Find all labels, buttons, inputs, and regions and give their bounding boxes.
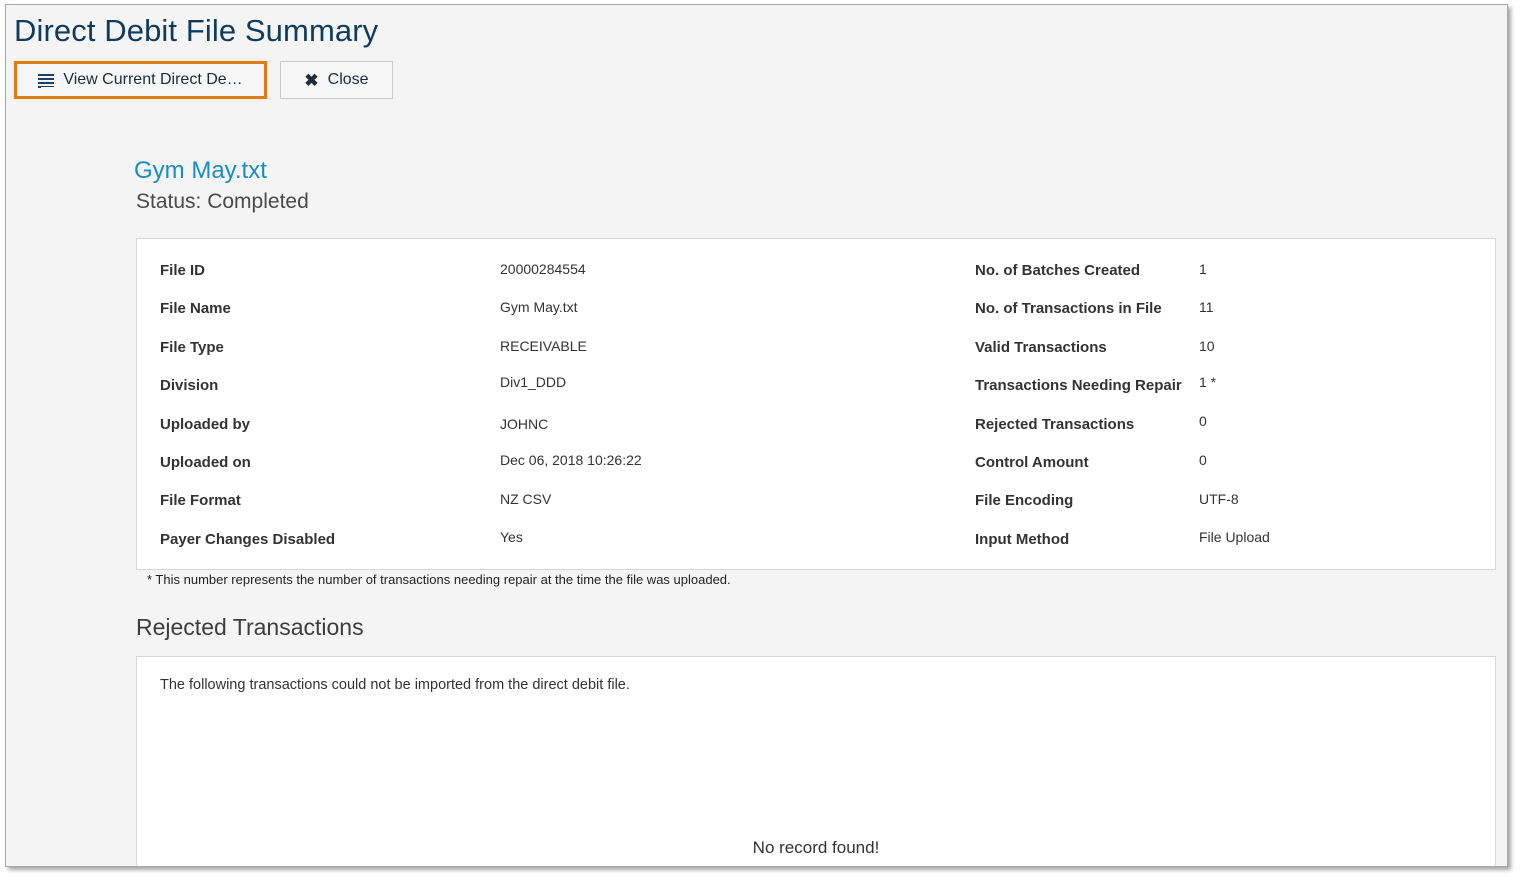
uploaded-by-label: Uploaded by: [160, 416, 251, 433]
summary-row: [137, 413, 1495, 446]
file-summary-panel: [136, 238, 1496, 570]
repair-footnote: * This number represents the number of transactions needing repair at the time the file was uploaded.: [147, 572, 731, 587]
view-button-label: View Current Direct De…: [63, 71, 243, 88]
transactions-needing-repair-value: 1 *: [1199, 374, 1217, 390]
summary-row: [137, 338, 1495, 368]
close-button-label: Close: [327, 71, 369, 88]
input-method-value: File Upload: [1199, 529, 1270, 545]
uploaded-on-label: Uploaded on: [160, 454, 251, 471]
file-encoding-value: UTF-8: [1199, 491, 1239, 507]
batches-created-value: 1: [1199, 261, 1207, 277]
close-button[interactable]: [280, 61, 393, 99]
view-current-direct-debit-button[interactable]: [14, 61, 267, 99]
file-name-value: Gym May.txt: [500, 299, 578, 315]
uploaded-by-value: JOHNC: [500, 416, 549, 432]
rejected-transactions-panel: [136, 656, 1496, 867]
rejected-transactions-heading: Rejected Transactions: [136, 614, 364, 640]
page-title: Direct Debit File Summary: [14, 13, 379, 48]
transactions-needing-repair-label: Transactions Needing Repair: [975, 377, 1182, 394]
app-window: [5, 4, 1508, 867]
file-name-label: File Name: [160, 300, 231, 317]
summary-row: [137, 261, 1495, 291]
uploaded-on-value: Dec 06, 2018 10:26:22: [500, 452, 642, 468]
rejected-transactions-label: Rejected Transactions: [975, 416, 1135, 433]
close-icon: ✖: [304, 70, 319, 90]
file-type-label: File Type: [160, 339, 224, 356]
batches-created-label: No. of Batches Created: [975, 262, 1141, 279]
empty-state-message: No record found!: [752, 838, 880, 857]
summary-row: [137, 374, 1495, 404]
summary-row: [137, 299, 1495, 329]
summary-row: [137, 491, 1495, 521]
transactions-in-file-label: No. of Transactions in File: [975, 300, 1162, 317]
payer-changes-disabled-label: Payer Changes Disabled: [160, 531, 336, 548]
payer-changes-disabled-value: Yes: [500, 529, 523, 545]
file-status: Status: Completed: [136, 190, 309, 213]
rejected-transactions-value: 0: [1199, 413, 1207, 429]
file-name-heading: Gym May.txt: [134, 157, 267, 184]
valid-transactions-label: Valid Transactions: [975, 339, 1107, 356]
division-label: Division: [160, 377, 219, 394]
file-id-value: 20000284554: [500, 261, 586, 277]
file-encoding-label: File Encoding: [975, 492, 1074, 509]
file-type-value: RECEIVABLE: [500, 338, 587, 354]
file-format-label: File Format: [160, 492, 241, 509]
summary-row: [137, 529, 1495, 559]
valid-transactions-value: 10: [1199, 338, 1215, 354]
file-format-value: NZ CSV: [500, 491, 552, 507]
rejected-description: The following transactions could not be imported from the direct debit file.: [160, 677, 630, 693]
transactions-in-file-value: 11: [1199, 299, 1214, 315]
summary-row: [137, 452, 1495, 482]
division-value: Div1_DDD: [500, 374, 567, 390]
file-id-label: File ID: [160, 262, 206, 279]
input-method-label: Input Method: [975, 531, 1070, 548]
control-amount-label: Control Amount: [975, 454, 1089, 471]
list-icon: [38, 74, 54, 87]
control-amount-value: 0: [1199, 452, 1207, 468]
